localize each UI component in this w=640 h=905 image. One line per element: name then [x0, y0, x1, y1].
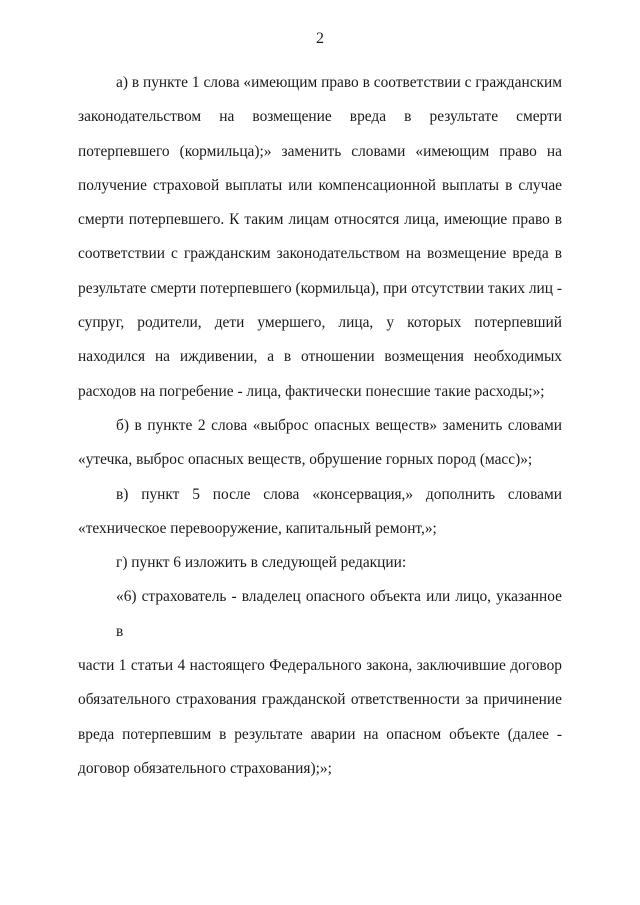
text-line: б) в пункте 2 слова «выброс опасных веществ» заменить словами — [116, 416, 562, 434]
paragraph-g — [78, 546, 562, 580]
text-line: части 1 статьи 4 настоящего Федерального закона, заключившие договор — [78, 657, 562, 675]
paragraph-v — [78, 478, 562, 547]
text-line: «6) страхователь - владелец опасного объекта или лицо, указанное в — [116, 588, 562, 640]
text-line: законодательством на возмещение вреда в результате смерти — [78, 108, 562, 126]
text-line: г) пункт 6 изложить в следующей редакции: — [116, 554, 407, 572]
text-line: супруг, родители, дети умершего, лица, у которых потерпевший — [78, 314, 562, 332]
text-line: получение страховой выплаты или компенсационной выплаты в случае — [78, 176, 562, 194]
text-line: расходов на погребение - лица, фактически понесшие такие расходы;»; — [78, 382, 545, 400]
text-line: «утечка, выброс опасных веществ, обрушение горных пород (масс)»; — [78, 451, 533, 469]
page-number: 2 — [316, 30, 324, 47]
document-body — [78, 66, 562, 786]
text-line: «техническое перевооружение, капитальный ремонт,»; — [78, 519, 437, 537]
text-line: в) пункт 5 после слова «консервация,» дополнить словами — [116, 485, 562, 503]
text-line: вреда потерпевшим в результате аварии на опасном объекте (далее - — [78, 725, 562, 743]
text-line: а) в пункте 1 слова «имеющим право в соответствии с гражданским — [116, 74, 562, 91]
paragraph-a — [78, 66, 562, 409]
paragraph-quote-6 — [78, 580, 562, 786]
text-line: смерти потерпевшего. К таким лицам относятся лица, имеющие право в — [78, 211, 562, 229]
text-line: договор обязательного страхования);»; — [78, 759, 332, 777]
text-line: результате смерти потерпевшего (кормильца), при отсутствии таких лиц - — [78, 279, 562, 297]
text-line: потерпевшего (кормильца);» заменить словами «имеющим право на — [78, 142, 562, 160]
text-line: обязательного страхования гражданской ответственности за причинение — [78, 691, 562, 709]
paragraph-b — [78, 409, 562, 478]
text-line: находился на иждивении, а в отношении возмещения необходимых — [78, 348, 562, 366]
text-line: соответствии с гражданским законодательством на возмещение вреда в — [78, 245, 562, 263]
